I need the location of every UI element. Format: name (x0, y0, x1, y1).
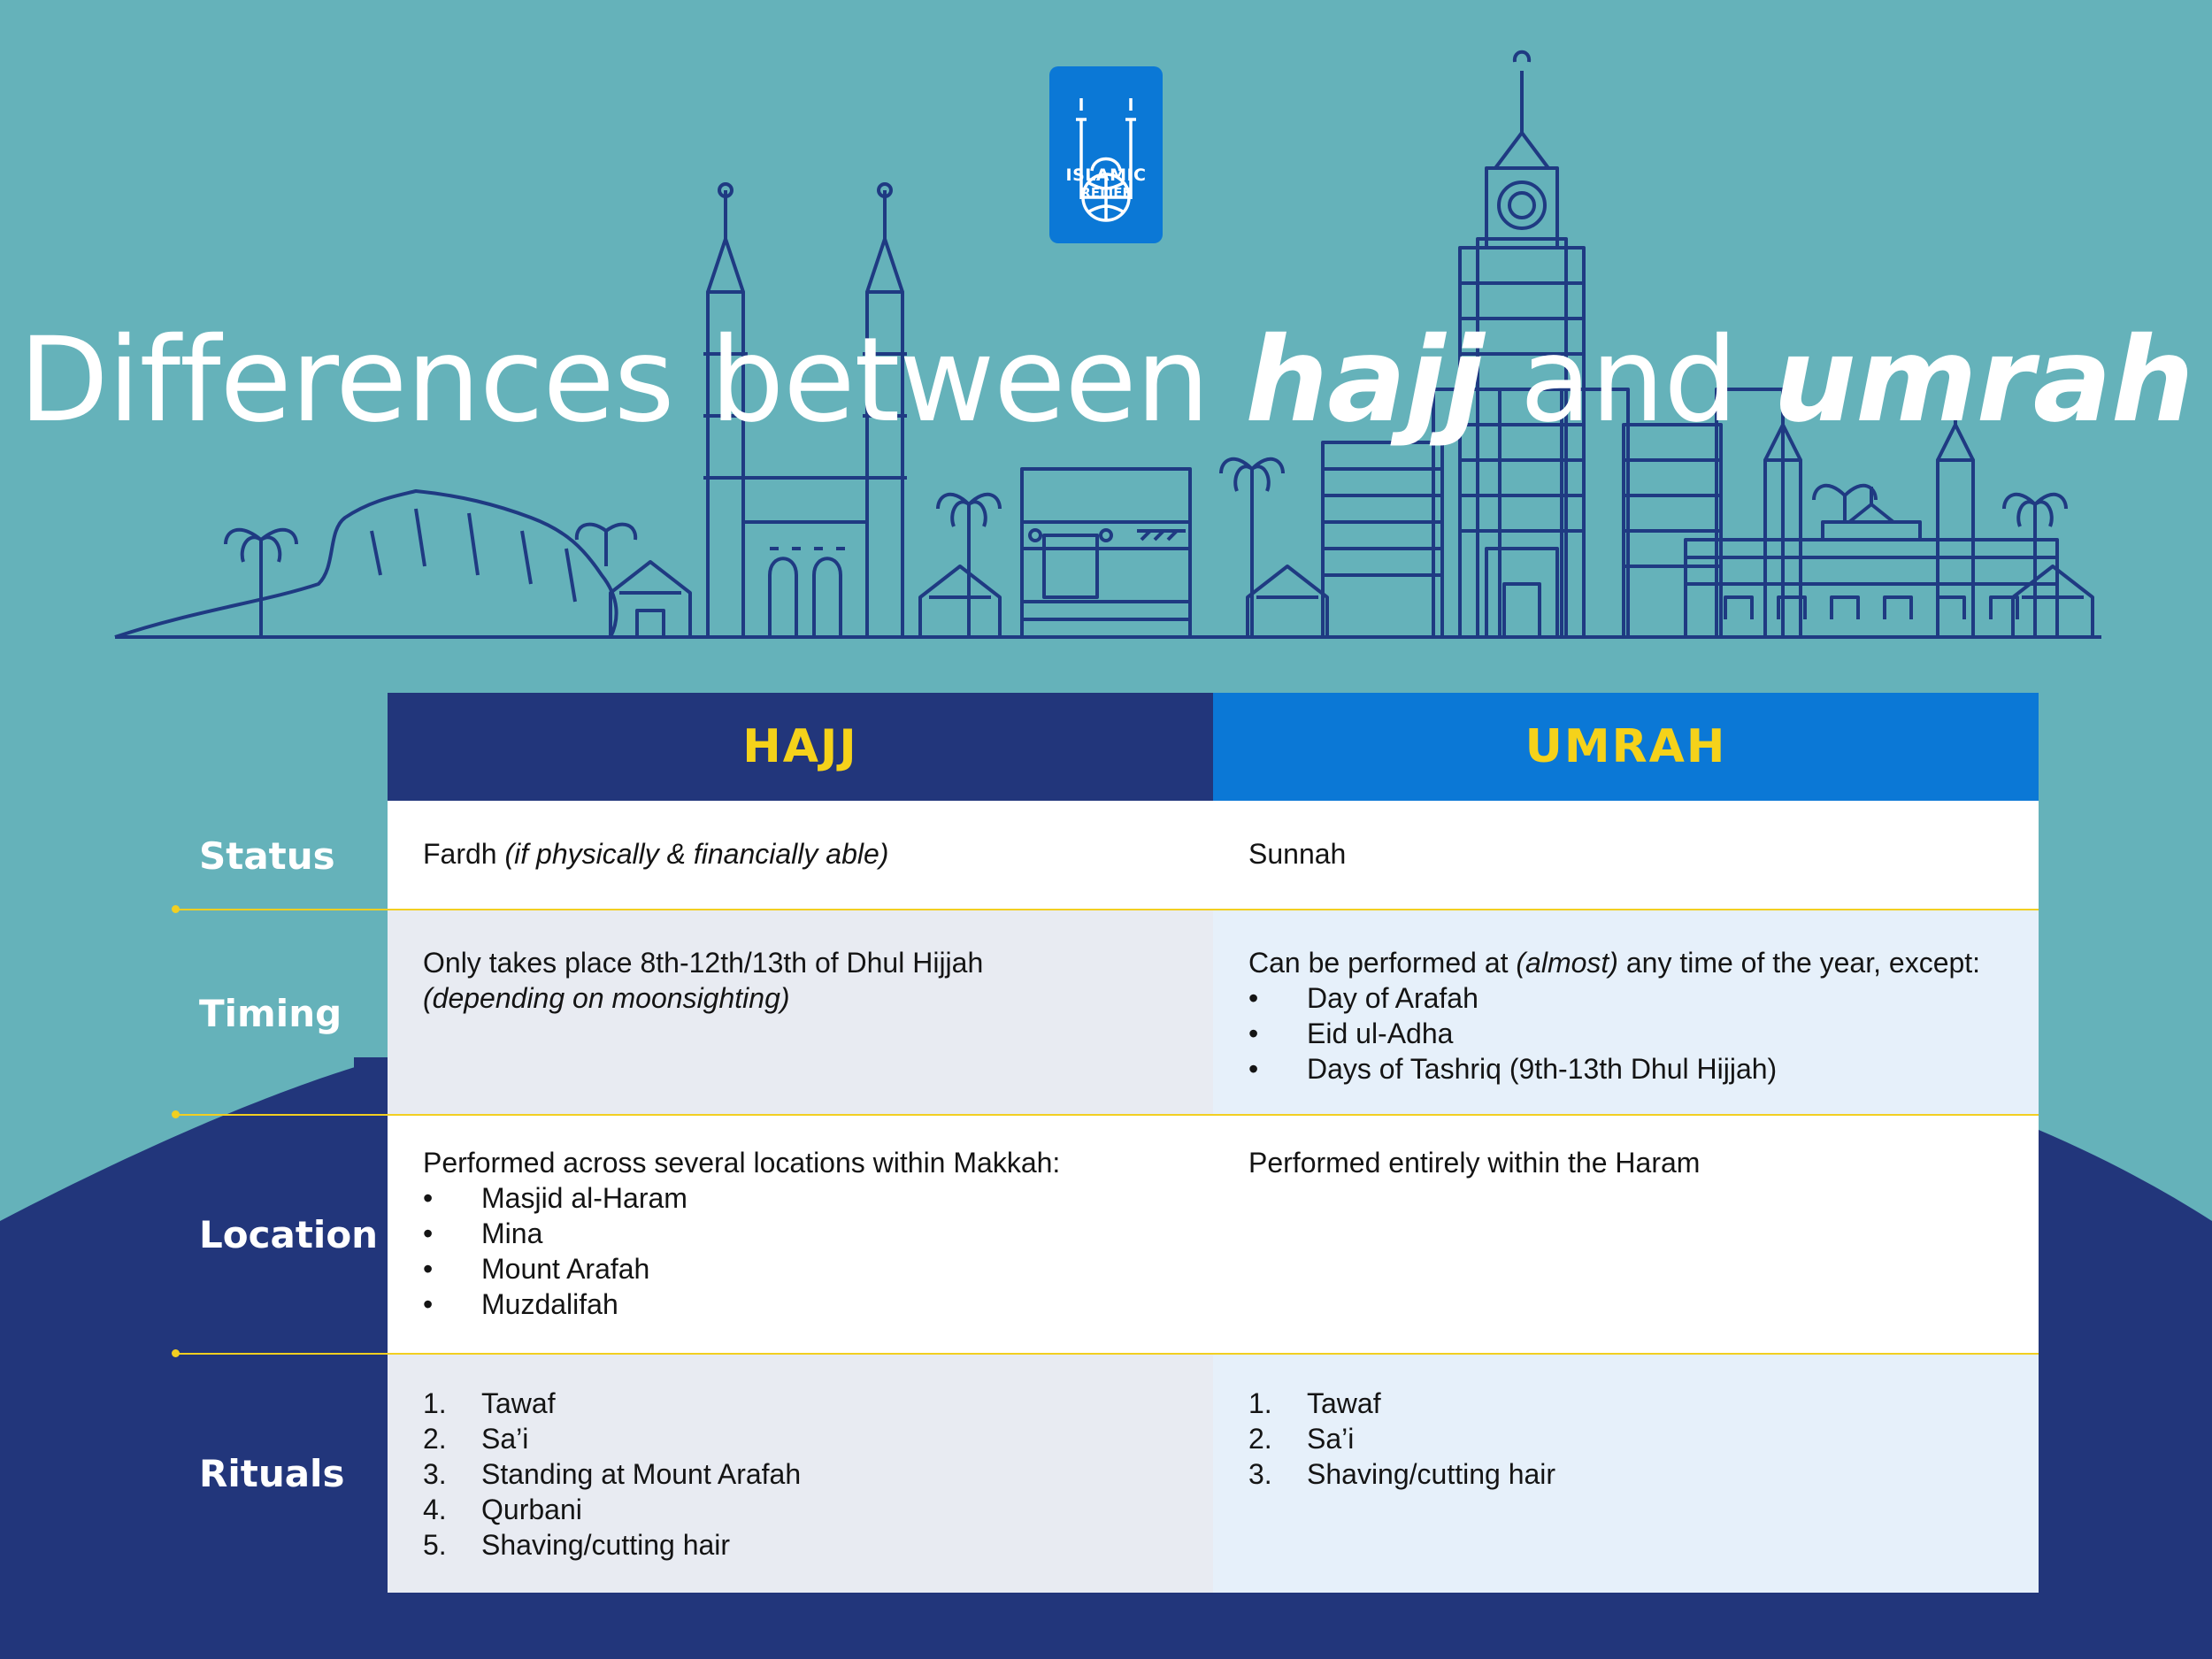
timing-umrah-exceptions-list (1248, 980, 2003, 1087)
title-middle: and (1483, 312, 1774, 449)
list-item (423, 1421, 1178, 1456)
status-hajj-note: (if physically & financially able) (504, 838, 889, 870)
row-separator (175, 1353, 2039, 1355)
list-item-text: Shaving/cutting hair (481, 1529, 731, 1561)
timing-hajj-note: (depending on moonsighting) (423, 982, 790, 1014)
list-item: • Day of Arafah (1248, 980, 2003, 1016)
list-item-text: Standing at Mount Arafah (481, 1458, 802, 1490)
title-hajj: hajj (1245, 312, 1484, 449)
list-item (1248, 1421, 2003, 1456)
rituals-umrah-cell (1213, 1354, 2039, 1593)
page-title (0, 314, 2212, 447)
list-item: • Muzdalifah (423, 1286, 1178, 1322)
list-item (423, 1492, 1178, 1527)
hajj-column-header (388, 693, 1213, 801)
status-hajj-text: Fardh (423, 838, 505, 870)
location-hajj-cell (388, 1115, 1213, 1354)
status-umrah-cell (1213, 801, 2039, 910)
islamic-relief-logo (1049, 66, 1163, 243)
row-label-status: Status (199, 834, 335, 878)
list-item (423, 1386, 1178, 1421)
location-umrah-text: Performed entirely within the Haram (1248, 1147, 1701, 1179)
list-item-text: Sa’i (1307, 1423, 1355, 1455)
separator-dot (172, 1110, 180, 1118)
list-number: 3. (1248, 1458, 1272, 1490)
hajj-header-label: HAJJ (742, 720, 858, 773)
list-number: 4. (423, 1494, 447, 1525)
timing-umrah-text-before: Can be performed at (1248, 947, 1517, 979)
timing-umrah-text-after: any time of the year, except: (1617, 947, 1981, 979)
timing-umrah-intro (1248, 945, 2003, 980)
list-item-text: Tawaf (1307, 1387, 1381, 1419)
row-separator (175, 1114, 2039, 1116)
title-part1: Differences between (19, 312, 1246, 449)
rituals-umrah-list (1248, 1386, 2003, 1492)
logo-text-islamic: ISLAMIC (1065, 165, 1147, 185)
row-label-timing: Timing (199, 992, 342, 1035)
timing-hajj-cell (388, 910, 1213, 1115)
title-umrah: umrah (1773, 312, 2193, 449)
separator-dot (172, 905, 180, 913)
rituals-hajj-cell (388, 1354, 1213, 1593)
list-item (1248, 1456, 2003, 1492)
timing-umrah-cell (1213, 910, 2039, 1115)
list-item: • Eid ul-Adha (1248, 1016, 2003, 1051)
list-number: 1. (1248, 1387, 1272, 1419)
list-item-text: Tawaf (481, 1387, 556, 1419)
logo-text-relief: RELIEF (1080, 185, 1132, 201)
list-item: • Days of Tashriq (9th-13th Dhul Hijjah) (1248, 1051, 2003, 1087)
list-item-text: Qurbani (481, 1494, 582, 1525)
location-hajj-text: Performed across several locations within Makkah: (423, 1147, 1061, 1179)
timing-umrah-note: (almost) (1516, 947, 1618, 979)
list-item (1248, 1386, 2003, 1421)
list-item: • Mount Arafah (423, 1251, 1178, 1286)
list-item-text: Sa’i (481, 1423, 529, 1455)
row-label-rituals: Rituals (199, 1452, 345, 1495)
status-hajj-cell (388, 801, 1213, 910)
list-number: 2. (423, 1423, 447, 1455)
row-label-location: Location (199, 1213, 379, 1256)
mosque-globe-icon (1049, 66, 1163, 243)
rituals-hajj-list (423, 1386, 1178, 1563)
list-item (423, 1456, 1178, 1492)
umrah-column-header (1213, 693, 2039, 801)
location-hajj-list (423, 1180, 1178, 1322)
list-number: 5. (423, 1529, 447, 1561)
row-separator (175, 909, 2039, 910)
status-umrah-text: Sunnah (1248, 838, 1347, 870)
location-umrah-cell (1213, 1115, 2039, 1354)
list-item-text: Shaving/cutting hair (1307, 1458, 1556, 1490)
list-item (423, 1527, 1178, 1563)
list-item: • Masjid al-Haram (423, 1180, 1178, 1216)
list-item: • Mina (423, 1216, 1178, 1251)
list-number: 3. (423, 1458, 447, 1490)
timing-hajj-text: Only takes place 8th-12th/13th of Dhul Hijjah (423, 947, 984, 979)
list-number: 1. (423, 1387, 447, 1419)
umrah-header-label: UMRAH (1525, 720, 1727, 773)
separator-dot (172, 1349, 180, 1357)
list-number: 2. (1248, 1423, 1272, 1455)
